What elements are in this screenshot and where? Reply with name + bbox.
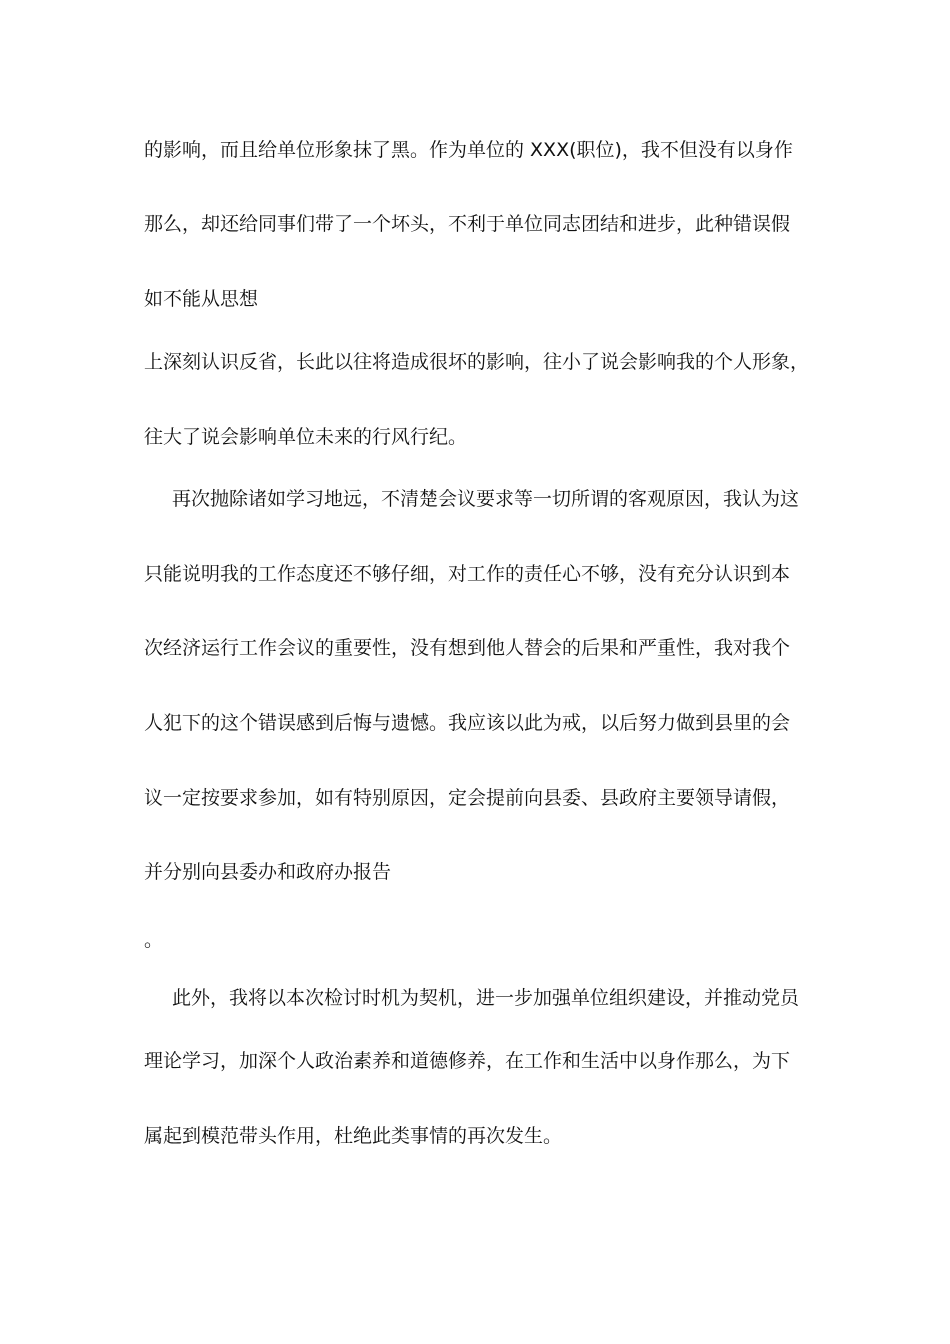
text-line: 的影响，而且给单位形象抹了黑。作为单位的 XXX(职位)，我不但没有以身作 [144, 139, 793, 161]
text-line: 。 [144, 929, 164, 951]
text-line: 议一定按要求参加，如有特别原因，定会提前向县委、县政府主要领导请假， [144, 787, 791, 809]
text-line: 人犯下的这个错误感到后悔与遗憾。我应该以此为戒，以后努力做到县里的会 [144, 712, 791, 734]
text-line: 次经济运行工作会议的重要性，没有想到他人替会的后果和严重性，我对我个 [144, 637, 791, 659]
text-line: 那么，却还给同事们带了一个坏头，不利于单位同志团结和进步，此种错误假 [144, 213, 791, 235]
text-line: 并分别向县委办和政府办报告 [144, 861, 392, 883]
text-line: 上深刻认识反省，长此以往将造成很坏的影响，往小了说会影响我的个人形象， [144, 351, 810, 373]
text-line: 往大了说会影响单位未来的行风行纪。 [144, 426, 468, 448]
text-line: 如不能从思想 [144, 288, 259, 310]
text-line: 只能说明我的工作态度还不够仔细，对工作的责任心不够，没有充分认识到本 [144, 563, 791, 585]
text-line: 理论学习，加深个人政治素养和道德修养，在工作和生活中以身作那么，为下 [144, 1050, 791, 1072]
text-line: 属起到模范带头作用，杜绝此类事情的再次发生。 [144, 1125, 563, 1147]
paragraph-first-line: 此外，我将以本次检讨时机为契机，进一步加强单位组织建设，并推动党员 [172, 987, 800, 1009]
paragraph-first-line: 再次抛除诸如学习地远，不清楚会议要求等一切所谓的客观原因，我认为这 [172, 488, 800, 510]
